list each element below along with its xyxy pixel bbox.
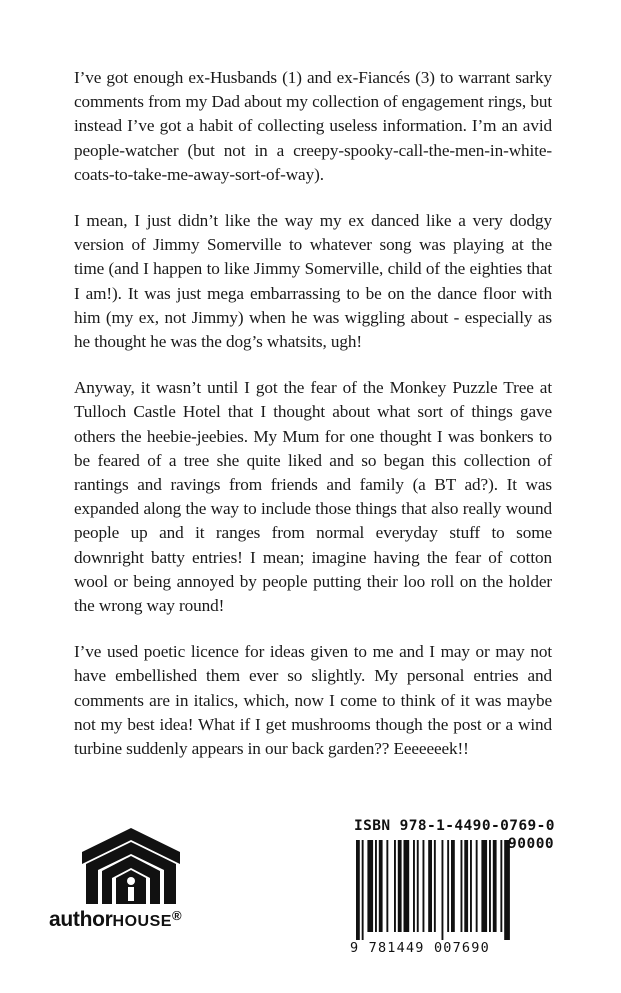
authorhouse-logo-icon xyxy=(78,826,184,906)
barcode-bar xyxy=(386,840,388,932)
barcode-bar xyxy=(461,840,463,932)
barcode-bar xyxy=(470,840,472,932)
paragraph-2: I mean, I just didn’t like the way my ex danced like a very dodgy version of Jimmy Somerville to whatever song was playing at the time (and I happen to like Jimmy Somerville, child of the eighties that I am!). It was just mega embarrassing to be on the dance floor with him (my ex, not Jimmy) when he was wiggling about - especially as he thought he was the dog’s whatsits, ugh! xyxy=(74,211,552,352)
barcode-bar xyxy=(417,840,419,932)
barcode-bar xyxy=(379,840,383,932)
barcode-bar xyxy=(362,840,364,940)
barcode-bar xyxy=(367,840,373,932)
barcode-bar xyxy=(500,840,502,932)
isbn-label: ISBN 978-1-4490-0769-0 xyxy=(354,818,555,834)
barcode-bar xyxy=(442,840,444,940)
paragraph-4: I’ve used poetic licence for ideas given to me and I may or may not have embellished them ever so slightly. My personal entries and comments are in italics, which, now I come to think of it was maybe not my best idea! What if I get mushrooms though the post or a wind turbine suddenly appears in our back garden?? Eeeeeeek!! xyxy=(74,642,552,759)
barcode-bar xyxy=(447,840,449,932)
barcode-bar xyxy=(489,840,491,932)
barcode-bar xyxy=(493,840,497,932)
barcode-bar xyxy=(464,840,468,932)
paragraph-1: I’ve got enough ex-Husbands (1) and ex-Fiancés (3) to warrant sarky comments from my Dad about my collection of engagement rings, but instead I’ve got a habit of collecting useless information. I’m an avid people-watcher (but not in a creepy-spooky-call-the-men-in-white-coats-to-take-me-away-sort-of-way). xyxy=(74,68,552,184)
publisher-house-text: HOUSE xyxy=(112,913,172,930)
barcode xyxy=(350,838,570,968)
publisher-logo xyxy=(44,826,224,936)
barcode-bar xyxy=(476,840,478,932)
barcode-digits: 9 781449 007690 xyxy=(350,940,490,956)
price-code: 90000 xyxy=(508,836,555,852)
publisher-author-text: author xyxy=(49,908,113,931)
barcode-bar xyxy=(434,840,436,932)
barcode-bar xyxy=(375,840,377,932)
barcode-bar xyxy=(423,840,425,932)
barcode-bar xyxy=(356,840,360,940)
registered-mark: ® xyxy=(171,908,182,923)
barcode-bar xyxy=(451,840,455,932)
barcode-bar xyxy=(394,840,396,932)
barcode-bar xyxy=(504,840,510,940)
barcode-bar xyxy=(428,840,432,932)
barcode-bar xyxy=(398,840,402,932)
back-cover-text xyxy=(74,66,552,783)
paragraph-3: Anyway, it wasn’t until I got the fear of the Monkey Puzzle Tree at Tulloch Castle Hotel that I thought about what sort of things gave others the heebie-jeebies. My Mum for one thought I was bonkers to be feared of a tree she quite liked and so began this collection of rantings and ravings from friends and family (a BT ad?). It was expanded along the way to include those things that also really wound people up and it ranges from normal everyday stuff to some downright batty entries! I mean; imagine having the fear of cotton wool or being annoyed by people putting their loo roll on the holder the wrong way round! xyxy=(74,378,552,616)
barcode-bar xyxy=(413,840,415,932)
ean-barcode xyxy=(350,838,570,942)
publisher-name xyxy=(49,908,181,932)
barcode-bar xyxy=(404,840,410,932)
barcode-bar xyxy=(481,840,487,932)
